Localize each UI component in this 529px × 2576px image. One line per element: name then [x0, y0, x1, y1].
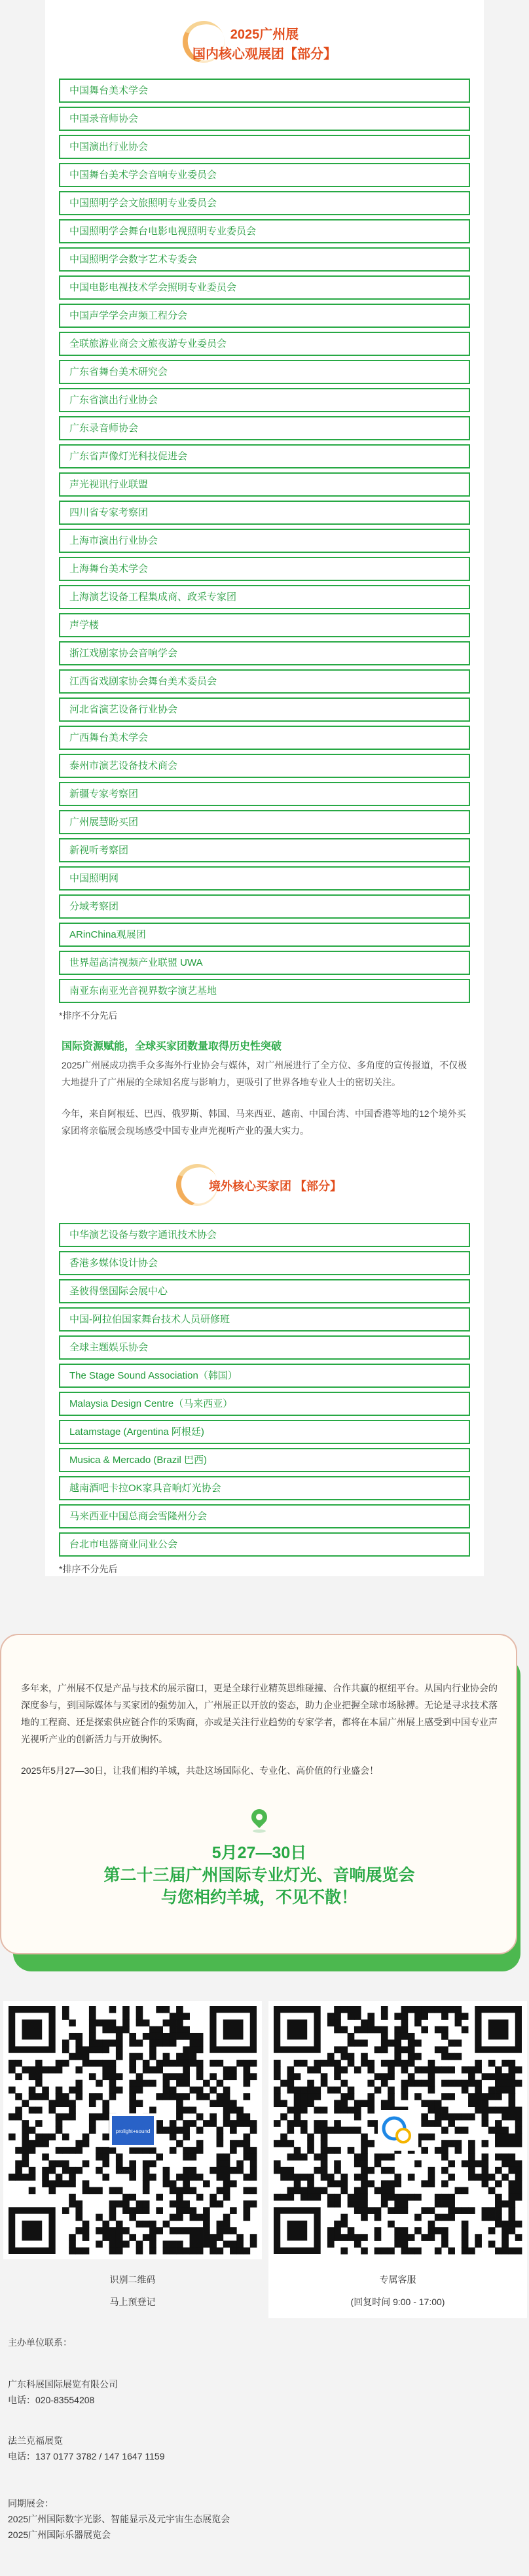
concurrent-show-2: 2025广州国际乐器展览会 [8, 2530, 111, 2540]
intro-block [55, 1023, 474, 1139]
overseas-group-item: 越南酒吧卡拉OK家具音响灯光协会 [59, 1476, 470, 1500]
domestic-group-item: 中国演出行业协会 [59, 135, 470, 159]
domestic-group-item: 中国录音师协会 [59, 107, 470, 131]
intro-heading: 国际资源赋能，全球买家团数量取得历史性突破 [62, 1041, 282, 1052]
domestic-group-item: 中国声学学会声频工程分会 [59, 304, 470, 328]
service-caption-line2: (回复时间 9:00 - 17:00) [350, 2297, 445, 2307]
prolight-sound-logo-text: prolight+sound [115, 2128, 151, 2134]
overseas-group-item: 中国-阿拉伯国家舞台技术人员研修班 [59, 1307, 470, 1332]
domestic-group-item: 上海舞台美术学会 [59, 557, 470, 581]
domestic-title: 国内核心观展团【部分】 [192, 47, 337, 62]
concurrent-label: 同期展会： [8, 2498, 54, 2509]
domestic-card [45, 0, 484, 1576]
qr-section [0, 2001, 529, 2308]
domestic-group-item: 中国照明学会数字艺术专委会 [59, 247, 470, 272]
domestic-group-item: 声光视讯行业联盟 [59, 472, 470, 497]
overseas-group-item: 香港多媒体设计协会 [59, 1251, 470, 1275]
domestic-group-item: 上海市演出行业协会 [59, 529, 470, 553]
concurrent-show-1: 2025广州国际数字光影、智能显示及元宇宙生态展览会 [8, 2514, 230, 2524]
customer-service-qr-code[interactable] [268, 2001, 527, 2259]
domestic-group-item: 南亚东南亚光音视界数字演艺基地 [59, 979, 470, 1003]
domestic-group-item: 中国舞台美术学会音响专业委员会 [59, 163, 470, 187]
domestic-group-item: 江西省戏剧家协会舞台美术委员会 [59, 669, 470, 694]
domestic-group-item: 分域考察团 [59, 894, 470, 919]
closing-card [0, 1634, 517, 1954]
overseas-group-list [48, 1223, 481, 1557]
domestic-group-item: 中国电影电视技术学会照明专业委员会 [59, 275, 470, 300]
closing-invitation: 与您相约羊城，不见不散！ [160, 1888, 357, 1907]
overseas-group-item: Musica & Mercado (Brazil 巴西) [59, 1448, 470, 1472]
footer [0, 2308, 529, 2569]
service-caption [268, 2259, 527, 2318]
domestic-group-item: 广西舞台美术学会 [59, 726, 470, 750]
domestic-header [45, 20, 484, 79]
intro-paragraph-1: 2025广州展成功携手众多海外行业协会与媒体，对广州展进行了全方位、多角度的宣传报道，不仅极大地提升了广州展的全球知名度与影响力，更吸引了世界各地专业人士的密切关注。 [62, 1060, 467, 1087]
location-pin-icon [246, 1808, 272, 1834]
overseas-group-item: Malaysia Design Centre（马来西亚） [59, 1392, 470, 1416]
domestic-group-item: 世界超高清视频产业联盟 UWA [59, 951, 470, 975]
overseas-group-item: 圣彼得堡国际会展中心 [59, 1279, 470, 1303]
domestic-group-item: 新疆专家考察团 [59, 782, 470, 806]
registration-caption-line2: 马上预登记 [109, 2297, 156, 2307]
domestic-group-item: 广州展慧盼买团 [59, 810, 470, 834]
domestic-group-item: 四川省专家考察团 [59, 501, 470, 525]
domestic-group-item: 声学楼 [59, 613, 470, 637]
closing-section [0, 1634, 529, 1977]
closing-date: 5月27—30日 [211, 1844, 307, 1862]
registration-caption-line1: 识别二维码 [109, 2274, 156, 2285]
overseas-group-item: Latamstage (Argentina 阿根廷) [59, 1420, 470, 1444]
overseas-group-item: The Stage Sound Association（韩国） [59, 1364, 470, 1388]
domestic-group-item: 新视听考察团 [59, 838, 470, 862]
domestic-group-item: 中国舞台美术学会 [59, 79, 470, 103]
closing-exhibition-name: 第二十三届广州国际专业灯光、音响展览会 [103, 1866, 415, 1884]
domestic-group-item: 中国照明网 [59, 866, 470, 891]
intro-paragraph-2: 今年，来自阿根廷、巴西、俄罗斯、韩国、马来西亚、越南、中国台湾、中国香港等地的12个境外买家团将亲临展会现场感受中国专业声光视听产业的强大实力。 [62, 1108, 466, 1136]
registration-qr-code[interactable] [3, 2001, 262, 2259]
organizer-label: 主办单位联系： [8, 2337, 72, 2348]
domestic-group-item: 中国照明学会文旅照明专业委员会 [59, 191, 470, 215]
domestic-group-item: 中国照明学会舞台电影电视照明专业委员会 [59, 219, 470, 243]
closing-paragraph-2: 2025年5月27—30日，让我们相约羊城，共赴这场国际化、专业化、高价值的行业盛会！ [21, 1765, 379, 1776]
domestic-group-item: 广东省演出行业协会 [59, 388, 470, 412]
overseas-order-note: *排序不分先后 [59, 1564, 118, 1574]
domestic-group-list [48, 79, 481, 1003]
domestic-group-item: 浙江戏剧家协会音响学会 [59, 641, 470, 665]
domestic-group-item: 广东省声像灯光科技促进会 [59, 444, 470, 468]
overseas-header [45, 1164, 484, 1223]
organizer-2-phone: 电话：137 0177 3782 / 147 1647 1159 [8, 2451, 165, 2461]
domestic-group-item: 广东录音师协会 [59, 416, 470, 440]
domestic-group-item: ARinChina观展团 [59, 923, 470, 947]
closing-paragraph-1: 多年来，广州展不仅是产品与技术的展示窗口，更是全球行业精英思维碰撞、合作共赢的枢纽平台。从国内行业协会的深度参与，到国际媒体与买家团的强势加入，广州展正以开放的姿态，助力企业把握全球市场脉搏。无论是寻求技术落地的工程商、还是探索供应链合作的采购商，亦或是关注行业趋势的专家学者，都将在本届广州展上感受到中国专业声光视听产业的创新活力与开放胸怀。 [21, 1683, 498, 1744]
domestic-group-item: 广东省舞台美术研究会 [59, 360, 470, 384]
domestic-group-item: 全联旅游业商会文旅夜游专业委员会 [59, 332, 470, 356]
organizer-1-phone: 电话：020-83554208 [8, 2395, 95, 2405]
overseas-group-item: 马来西亚中国总商会雪隆州分会 [59, 1504, 470, 1528]
domestic-group-item: 河北省演艺设备行业协会 [59, 697, 470, 722]
service-caption-line1: 专属客服 [379, 2274, 416, 2285]
domestic-group-item: 上海演艺设备工程集成商、政采专家团 [59, 585, 470, 609]
domestic-title-year: 2025广州展 [230, 27, 299, 42]
overseas-group-item: 台北市电器商业同业公会 [59, 1532, 470, 1557]
registration-caption [3, 2259, 262, 2318]
overseas-title: 境外核心买家团 【部分】 [209, 1180, 342, 1193]
overseas-group-item: 全球主题娱乐协会 [59, 1335, 470, 1360]
organizer-2-name: 法兰克福展览 [8, 2435, 63, 2446]
domestic-group-item: 泰州市演艺设备技术商会 [59, 754, 470, 778]
overseas-group-item: 中华演艺设备与数字通讯技术协会 [59, 1223, 470, 1247]
organizer-1-name: 广东科展国际展览有限公司 [8, 2379, 118, 2390]
domestic-order-note: *排序不分先后 [59, 1010, 118, 1021]
